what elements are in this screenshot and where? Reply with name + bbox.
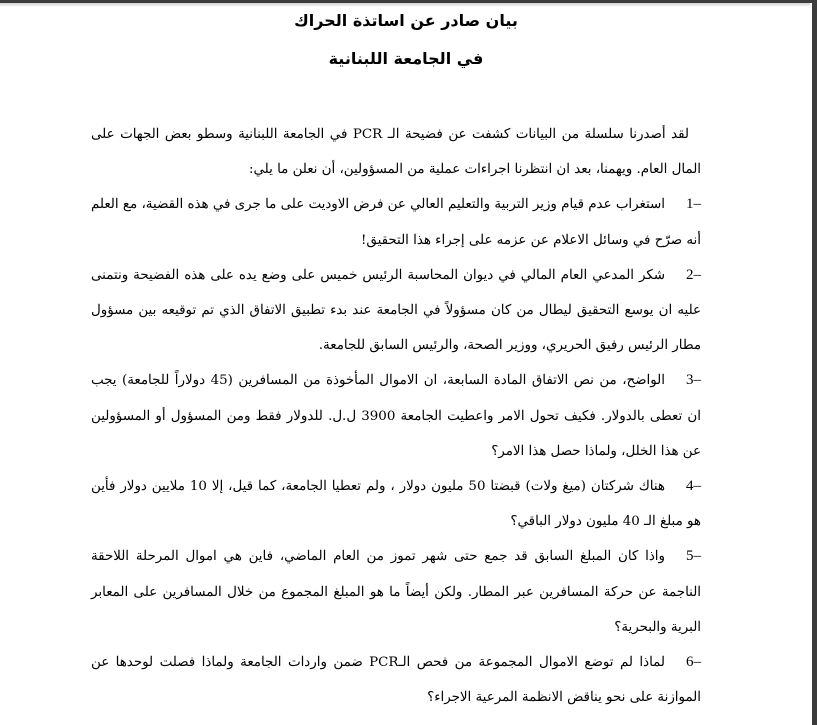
window-right-border — [812, 0, 817, 725]
list-item — [91, 469, 701, 539]
list-item-text: الواضح، من نص الاتفاق المادة السابعة، ان الاموال المأخوذة من المسافرين (45 دولاراً للجامعة) يجب ان تعطى بالدولار. فكيف تحول الامر واعطيت الجامعة 3900 ل.ل. للدولار فقط ومن المسؤول أو المسؤولين عن هذا الخلل، ولماذا حصل هذا الامر؟ — [91, 373, 701, 459]
window-top-shadow — [0, 3, 810, 7]
intro-text: لقد أصدرنا سلسلة من البيانات كشفت عن فضيحة الـ PCR في الجامعة اللبنانية وسطو بعض الجهات على المال العام. ويهمنا، بعد ان انتظرنا اجراءات عملية من المسؤولين، أن نعلن ما يلي: — [91, 127, 701, 178]
intro-paragraph — [91, 117, 701, 187]
document-title-line-1: بيان صادر عن اساتذة الحراك — [294, 11, 518, 30]
list-item-text: واذا كان المبلغ السابق قد جمع حتى شهر تموز من العام الماضي، فاين هي اموال المرحلة اللاحقة الناجمة عن حركة المسافرين عبر المطار. ولكن أيضاً ما هو المبلغ المجموع من خلال المسافرين على المعابر البرية والبحرية؟ — [91, 549, 701, 635]
list-item — [91, 187, 701, 257]
list-item-number: 1– — [686, 196, 701, 213]
list-item-number: 4– — [686, 478, 701, 495]
document-title-line-2: في الجامعة اللبنانية — [328, 49, 484, 68]
list-item — [91, 363, 701, 469]
list-item-number: 3– — [685, 372, 701, 389]
list-item-text: استغراب عدم قيام وزير التربية والتعليم العالي عن فرض الاوديت على ما جرى في هذه القضية، مع العلم أنه صرّح في وسائل الاعلام عن عزمه على إجراء هذا التحقيق! — [91, 197, 701, 248]
list-item-number: 5– — [686, 548, 701, 565]
list-item-text: هناك شركتان (ميغ ولات) قبضتا 50 مليون دولار ، ولم تعطيا الجامعة، كما قيل، إلا 10 ملايين دولار فأين هو مبلغ الـ 40 مليون دولار الباقي؟ — [91, 479, 701, 530]
list-item-number: 6– — [686, 654, 701, 671]
list-item-text: شكر المدعي العام المالي في ديوان المحاسبة الرئيس خميس على وضع يده على هذه الفضيحة ونتمنى عليه ان يوسع التحقيق ليطال من كان مسؤولاً في الجامعة عند بدء تطبيق الاتفاق الذي تم توقيعه بين مسؤول مطار الرئيس رفيق الحريري، ووزير الصحة، والرئيس السابق للجامعة. — [91, 267, 701, 354]
list-item — [91, 258, 701, 364]
document-body — [91, 117, 701, 715]
list-item-text: لماذا لم توضع الاموال المجموعة من فحص الـPCR ضمن واردات الجامعة ولماذا فصلت لوحدها عن الموازنة على نحو يناقض الانظمة المرعية الاجراء؟ — [91, 655, 701, 706]
list-item — [91, 539, 701, 645]
list-item — [91, 645, 701, 715]
list-item-number: 2– — [686, 266, 701, 283]
